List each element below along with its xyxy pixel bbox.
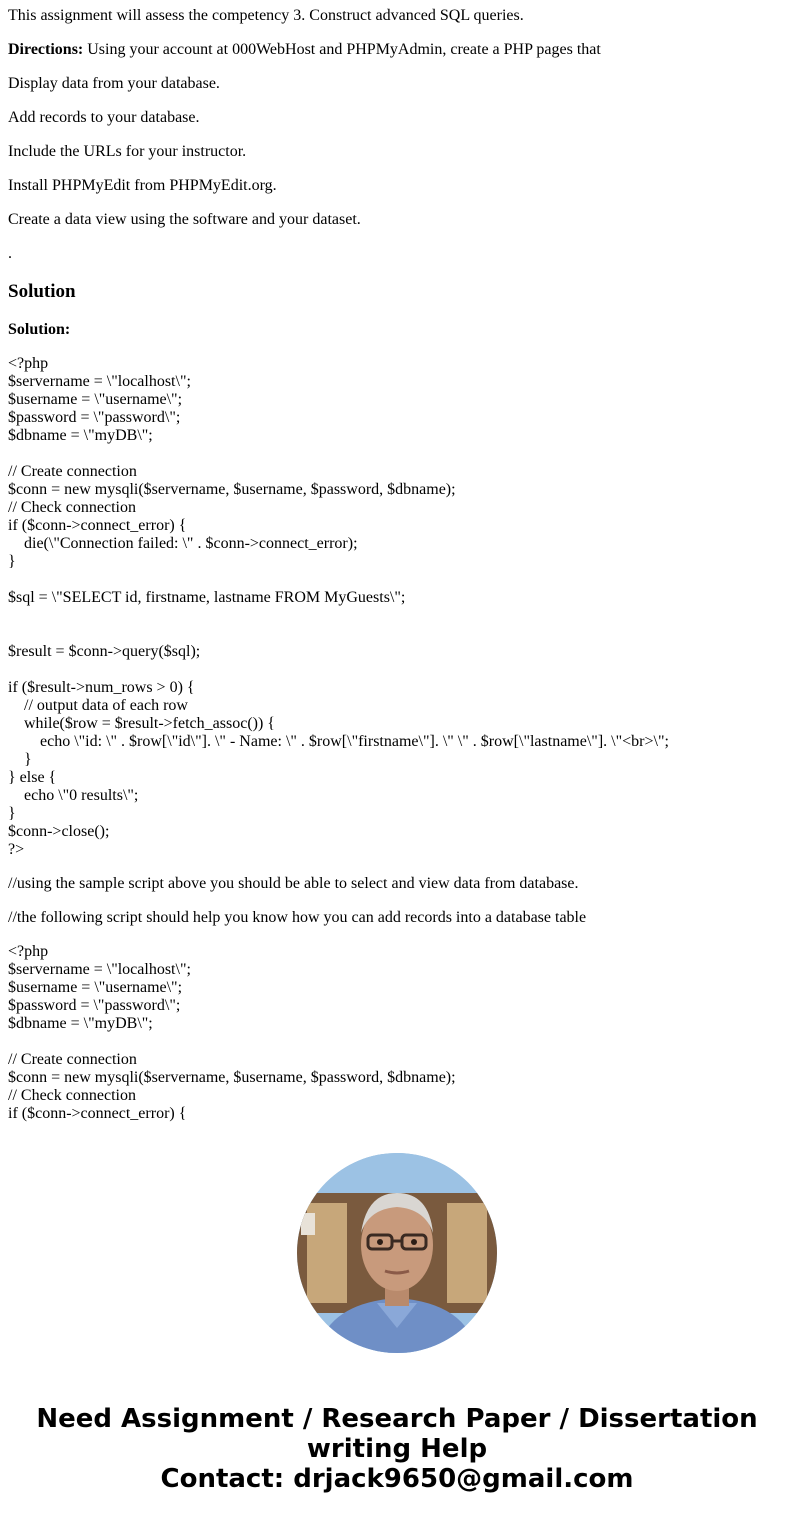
php-insert-code	[8, 943, 788, 1123]
task-item: Create a data view using the software and your dataset.	[8, 211, 361, 228]
code-line: $sql = \"SELECT id, firstname, lastname FROM MyGuests\";	[8, 589, 406, 606]
code-line: if ($result->num_rows > 0) {	[8, 679, 195, 696]
task-item: Include the URLs for your instructor.	[8, 143, 247, 160]
code-line: $result = $conn->query($sql);	[8, 643, 201, 660]
code-line: // Check connection	[8, 499, 136, 516]
code-line	[8, 571, 788, 589]
code-line: $username = \"username\";	[8, 391, 183, 408]
code-line: // output data of each row	[8, 697, 188, 714]
directions-label: Directions:	[8, 41, 84, 58]
solution-heading: Solution	[8, 281, 76, 302]
code-line	[8, 661, 788, 679]
code-line: if ($conn->connect_error) {	[8, 1105, 187, 1122]
code-line: // Create connection	[8, 1051, 137, 1068]
code-line	[8, 607, 788, 625]
solution-label-paragraph	[8, 321, 788, 339]
directions-text: Using your account at 000WebHost and PHPMyAdmin, create a PHP pages that	[83, 41, 601, 58]
author-portrait	[297, 1153, 497, 1353]
code-line: $password = \"password\";	[8, 409, 181, 426]
code-line: if ($conn->connect_error) {	[8, 517, 187, 534]
dot-line: .	[8, 245, 12, 262]
code-line: while($row = $result->fetch_assoc()) {	[8, 715, 275, 732]
code-line: $dbname = \"myDB\";	[8, 427, 153, 444]
promo-line-2: writing Help	[306, 1434, 488, 1464]
code-line: $password = \"password\";	[8, 997, 181, 1014]
task-item: Add records to your database.	[8, 109, 200, 126]
assessment-text: This assignment will assess the competency 3. Construct advanced SQL queries.	[8, 7, 524, 24]
task-item: Install PHPMyEdit from PHPMyEdit.org.	[8, 177, 277, 194]
directions-paragraph	[8, 41, 788, 59]
code-line: $conn->close();	[8, 823, 110, 840]
code-line	[8, 1033, 788, 1051]
code-line: $conn = new mysqli($servername, $username, $password, $dbname);	[8, 481, 456, 498]
code-line: $servername = \"localhost\";	[8, 961, 191, 978]
code-line: ?>	[8, 841, 25, 858]
document-body	[8, 7, 788, 1139]
code-line	[8, 625, 788, 643]
code-line: echo \"id: \" . $row[\"id\"]. \" - Name: \" . $row[\"firstname\"]. \" \" . $row[\"lastname\"]. \"<br>\";	[8, 733, 669, 750]
code-line: <?php	[8, 355, 49, 372]
code-line: // Create connection	[8, 463, 137, 480]
task-item: Display data from your database.	[8, 75, 220, 92]
code-line: $servername = \"localhost\";	[8, 373, 191, 390]
code-line: }	[8, 751, 32, 768]
promo-line-1: Need Assignment / Research Paper / Dissertation	[36, 1404, 758, 1434]
promo-contact: Contact: drjack9650@gmail.com	[160, 1464, 634, 1494]
code-line	[8, 445, 788, 463]
code-line: echo \"0 results\";	[8, 787, 139, 804]
code-line: }	[8, 805, 16, 822]
code-line: }	[8, 553, 16, 570]
code-line: $conn = new mysqli($servername, $username, $password, $dbname);	[8, 1069, 456, 1086]
author-photo	[297, 1153, 497, 1353]
solution-label: Solution:	[8, 321, 71, 338]
code-line: $username = \"username\";	[8, 979, 183, 996]
code-line: $dbname = \"myDB\";	[8, 1015, 153, 1032]
code-line: // Check connection	[8, 1087, 136, 1104]
code-line: } else {	[8, 769, 57, 786]
php-select-code	[8, 355, 788, 859]
note-select: //using the sample script above you should be able to select and view data from database.	[8, 875, 579, 892]
code-line: <?php	[8, 943, 49, 960]
code-line: die(\"Connection failed: \" . $conn->connect_error);	[8, 535, 358, 552]
note-insert: //the following script should help you know how you can add records into a database table	[8, 909, 587, 926]
promo-banner	[0, 1404, 794, 1494]
